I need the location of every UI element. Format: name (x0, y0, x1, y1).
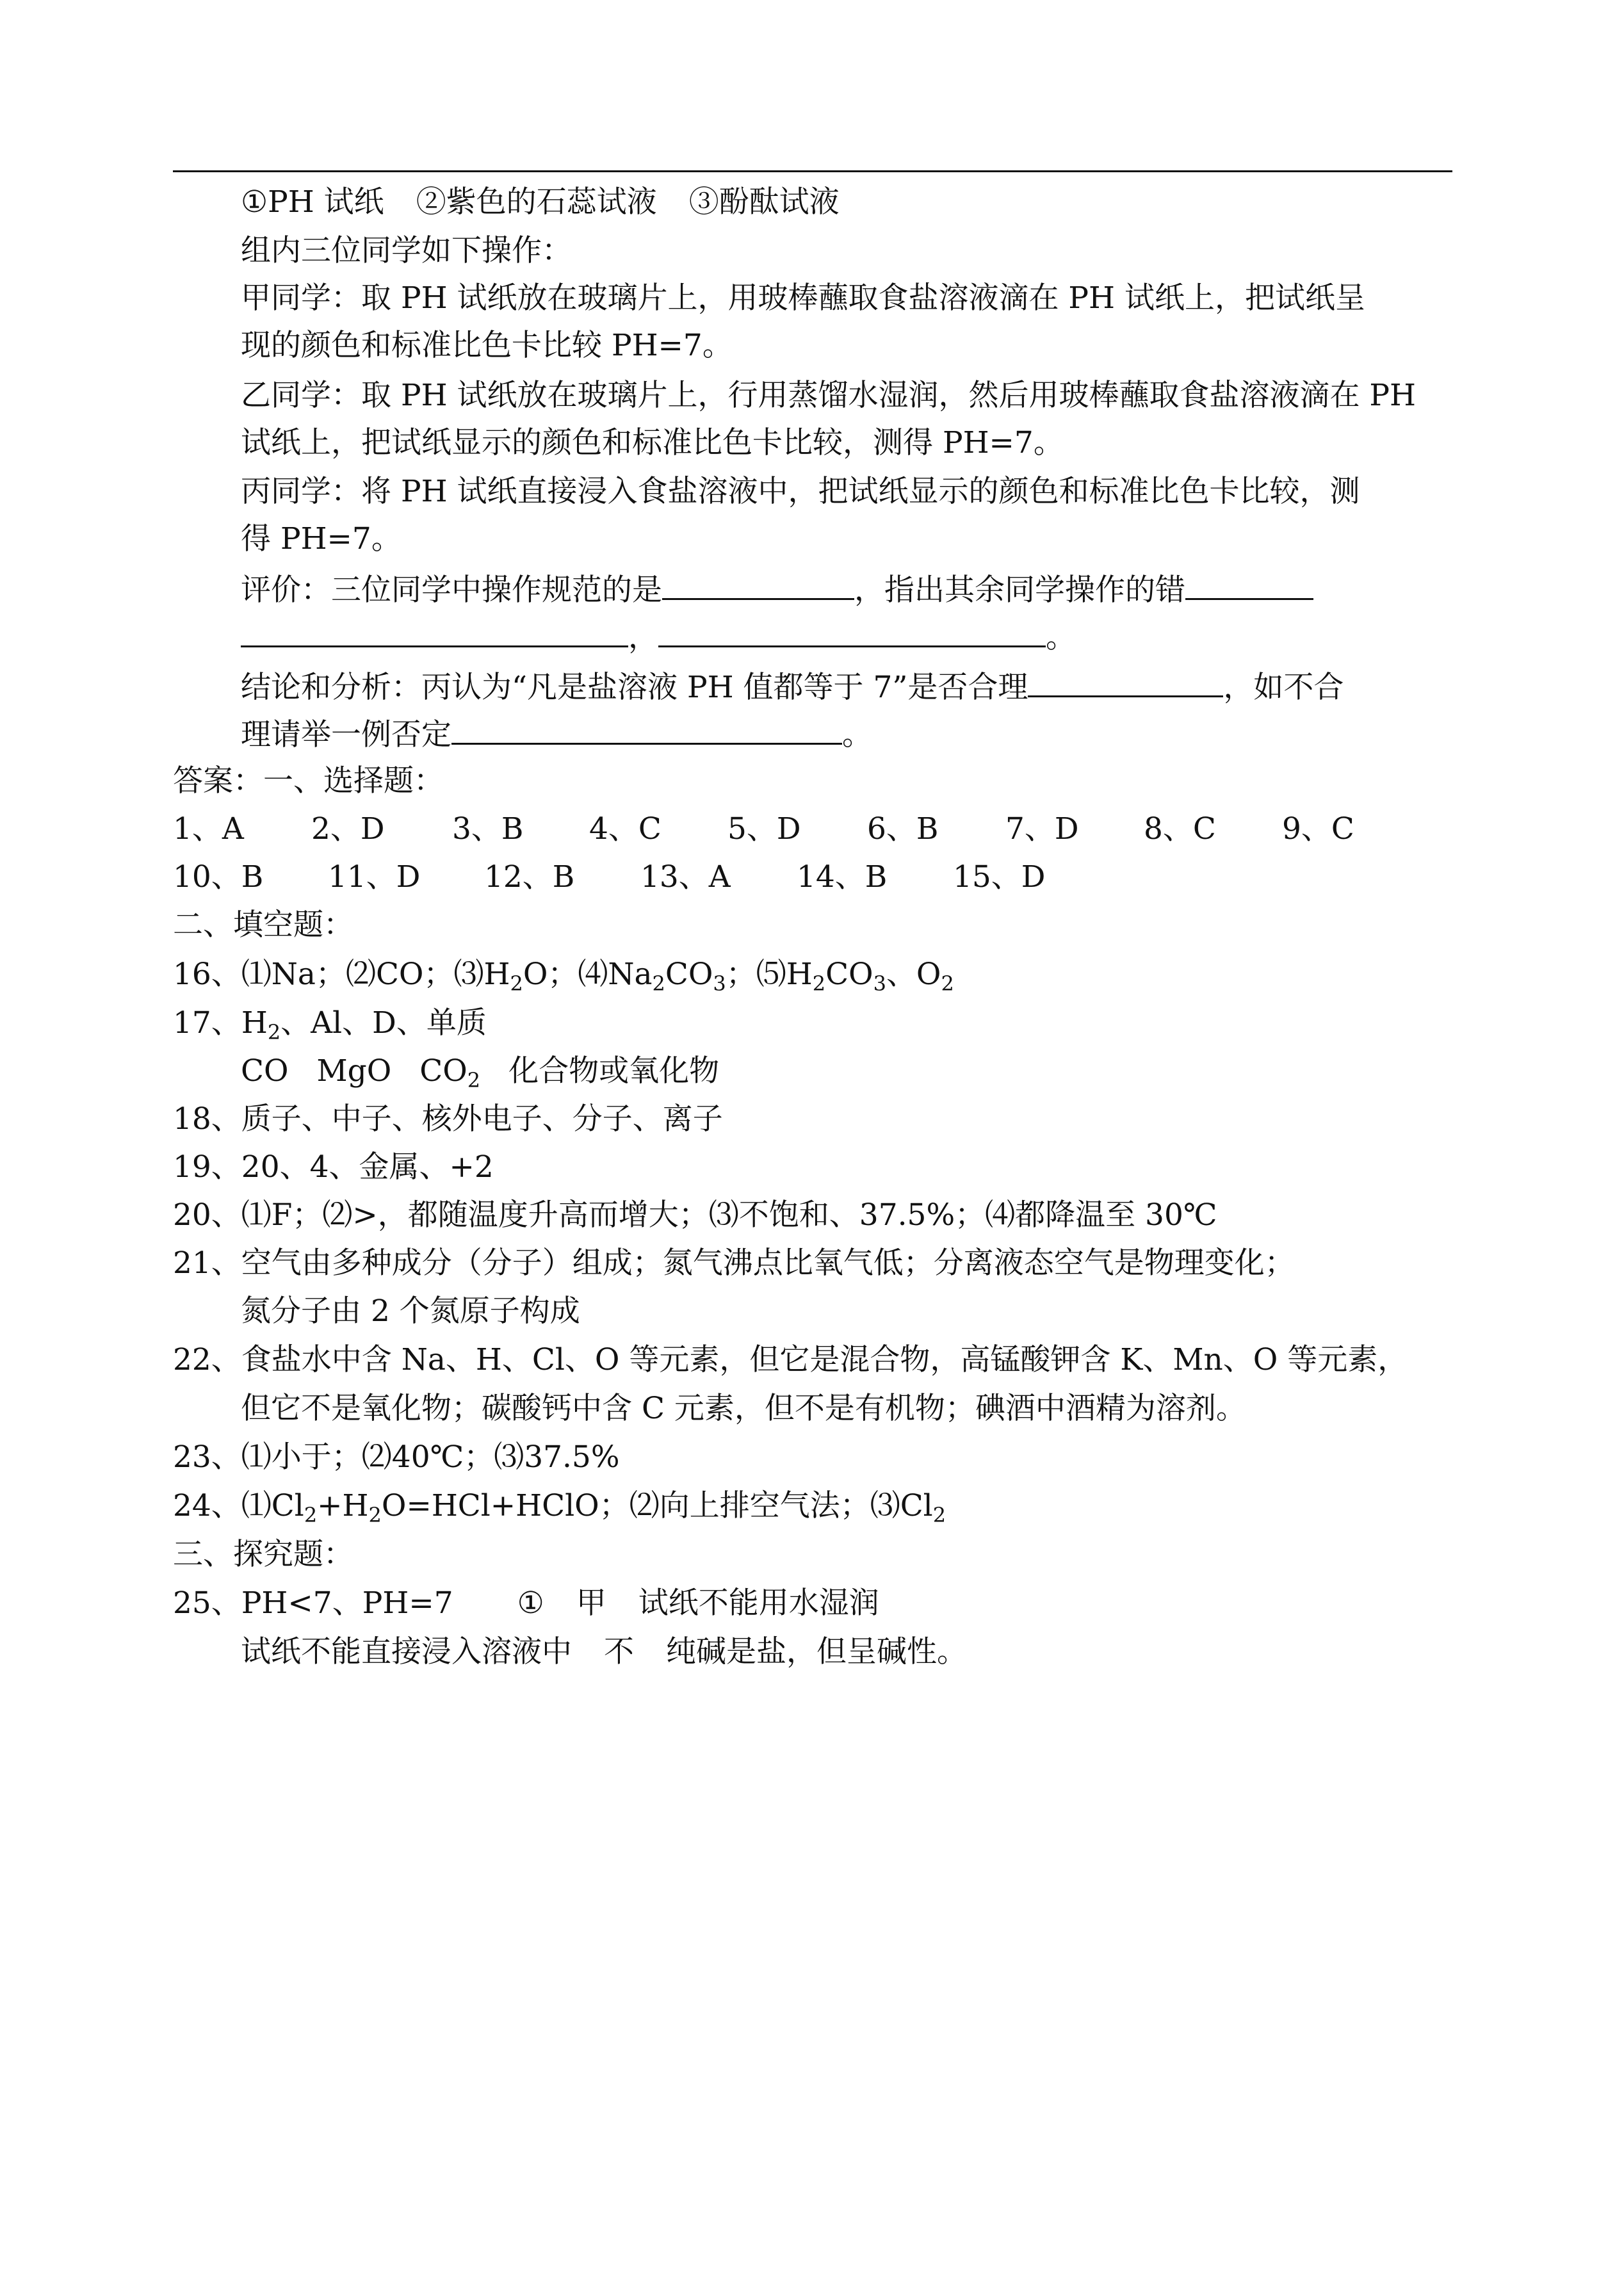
subscript: 2 (267, 1020, 281, 1044)
conclusion-line1 (241, 666, 1344, 704)
mc-answer: 5、D (727, 811, 801, 847)
answer-24 (173, 1487, 946, 1525)
formula-text: 化合物或氧化物 (508, 1053, 720, 1089)
subscript: 2 (932, 1503, 946, 1527)
evaluation-text-1: 评价：三位同学中操作规范的是 (241, 572, 662, 608)
answer-number: 24、 (173, 1488, 241, 1523)
answer-18: 18、质子、中子、核外电子、分子、离子 (173, 1101, 723, 1137)
answer-17-line2 (241, 1052, 719, 1091)
reagent-phenolphthalein: ③酚酞试液 (688, 184, 840, 220)
mc-answer: 2、D (311, 811, 385, 847)
formula-text: H (241, 1005, 268, 1041)
formula-text: ⑴Na；⑵CO；⑶H (241, 957, 510, 992)
answer-25-line2 (241, 1633, 967, 1671)
answer-20: 20、⑴F；⑵>，都随温度升高而增大；⑶不饱和、37.5%；⑷都降温至 30℃ (173, 1197, 1217, 1233)
evaluation-end: 。 (1046, 620, 1076, 655)
answer-22-line1: 22、食盐水中含 Na、H、Cl、O 等元素，但它是混合物，高锰酸钾含 K、Mn、O 等元素， (173, 1342, 1408, 1377)
formula-text: O=HCl+HClO；⑵向上排空气法；⑶Cl (381, 1488, 933, 1523)
formula-text: O；⑷Na (523, 957, 653, 992)
answer-blank-errors[interactable] (1185, 569, 1313, 600)
reagent-ph-paper: ①PH 试纸 (241, 184, 384, 220)
answer-22-line2: 但它不是氧化物；碳酸钙中含 C 元素，但不是有机物；碘酒中酒精为溶剂。 (241, 1391, 1246, 1426)
student-bing-line2: 得 PH=7。 (241, 521, 402, 556)
answer-blank-counterexample[interactable] (451, 713, 842, 745)
answer-text: 试纸不能直接浸入溶液中 (241, 1634, 572, 1669)
formula-text: CO (419, 1053, 467, 1089)
answer-text: 甲 (576, 1585, 606, 1621)
subscript: 2 (812, 971, 826, 996)
fill-heading: 二、填空题： (173, 907, 353, 943)
student-yi-line2: 试纸上，把试纸显示的颜色和标准比色卡比较，测得 PH=7。 (241, 425, 1064, 460)
formula-text: 、O (886, 957, 941, 992)
question-intro: 组内三位同学如下操作： (241, 233, 572, 268)
answer-text: PH<7、PH=7 (241, 1585, 453, 1621)
reagent-litmus: ②紫色的石蕊试液 (416, 184, 657, 220)
answer-blank-error-2[interactable] (658, 616, 1046, 647)
conclusion-text-3: 理请举一例否定 (241, 717, 451, 752)
student-jia-line2: 现的颜色和标准比色卡比较 PH=7。 (241, 328, 733, 363)
mc-answer: 11、D (328, 859, 421, 895)
mc-answer: 3、B (452, 811, 524, 847)
reagent-options (241, 183, 840, 222)
conclusion-line2 (241, 713, 872, 752)
subscript: 2 (368, 1503, 382, 1527)
answer-number: 25、 (173, 1585, 241, 1621)
mc-answer: 1、A (173, 811, 244, 847)
subscript: 2 (652, 971, 665, 996)
answer-blank-error-1[interactable] (241, 616, 628, 647)
mc-answer: 13、A (640, 859, 731, 895)
student-bing-line1: 丙同学：将 PH 试纸直接浸入食盐溶液中，把试纸显示的颜色和标准比色卡比较，测 (241, 474, 1360, 509)
answer-23: 23、⑴小于；⑵40℃；⑶37.5% (173, 1439, 620, 1475)
formula-text: +H (317, 1488, 369, 1523)
subscript: 3 (873, 971, 886, 996)
formula-text: CO (825, 957, 873, 992)
subscript: 3 (713, 971, 726, 996)
answer-blank-standard[interactable] (662, 569, 854, 600)
answer-21-line1: 21、空气由多种成分（分子）组成；氮气沸点比氧气低；分离液态空气是物理变化； (173, 1245, 1295, 1281)
answers-heading: 答案：一、选择题： (173, 763, 444, 799)
answer-21-line2: 氮分子由 2 个氮原子构成 (241, 1293, 580, 1329)
mc-answer: 10、B (173, 859, 264, 895)
formula-text: CO (241, 1053, 289, 1089)
subscript: 2 (467, 1068, 481, 1092)
subscript: 2 (510, 971, 523, 996)
evaluation-separator: ， (628, 620, 658, 655)
mc-answer: 7、D (1005, 811, 1079, 847)
formula-text: MgO (316, 1053, 392, 1089)
student-jia-line1: 甲同学：取 PH 试纸放在玻璃片上，用玻棒蘸取食盐溶液滴在 PH 试纸上，把试纸呈 (241, 280, 1365, 316)
formula-text: ⑴Cl (241, 1488, 304, 1523)
answer-number: 16、 (173, 957, 241, 992)
conclusion-text-1: 结论和分析：丙认为“凡是盐溶液 PH 值都等于 7”是否合理 (241, 670, 1028, 705)
answer-19: 19、20、4、金属、+2 (173, 1149, 494, 1185)
mc-answer: 6、B (867, 811, 939, 847)
answer-text: 不 (604, 1634, 634, 1669)
answer-text: 试纸不能用水湿润 (638, 1585, 879, 1621)
answer-text: ① (517, 1585, 544, 1621)
inquiry-heading: 三、探究题： (173, 1537, 353, 1572)
evaluation-line2 (241, 616, 1076, 654)
mc-answer: 8、C (1144, 811, 1216, 847)
formula-text: 、Al、D、单质 (280, 1005, 487, 1041)
evaluation-line1 (241, 569, 1313, 607)
conclusion-text-2: ，如不合 (1223, 670, 1344, 705)
conclusion-end: 。 (842, 717, 872, 752)
answer-text: 纯碱是盐，但呈碱性。 (666, 1634, 967, 1669)
header-rule (173, 170, 1452, 172)
answer-16 (173, 955, 954, 994)
subscript: 2 (941, 971, 954, 996)
mc-answer: 12、B (484, 859, 575, 895)
mc-answer: 4、C (589, 811, 662, 847)
answer-blank-reasonable[interactable] (1028, 666, 1223, 697)
subscript: 2 (304, 1503, 318, 1527)
answer-25 (173, 1584, 879, 1623)
mc-answer: 9、C (1282, 811, 1354, 847)
formula-text: ；⑸H (726, 957, 813, 992)
student-yi-line1: 乙同学：取 PH 试纸放在玻璃片上，行用蒸馏水湿润，然后用玻棒蘸取食盐溶液滴在 PH (241, 378, 1417, 413)
evaluation-text-2: ，指出其余同学操作的错 (854, 572, 1185, 608)
answer-17 (173, 1004, 487, 1042)
mc-answer: 15、D (953, 859, 1046, 895)
formula-text: CO (665, 957, 713, 992)
answer-number: 17、 (173, 1005, 241, 1041)
mc-answer: 14、B (797, 859, 888, 895)
